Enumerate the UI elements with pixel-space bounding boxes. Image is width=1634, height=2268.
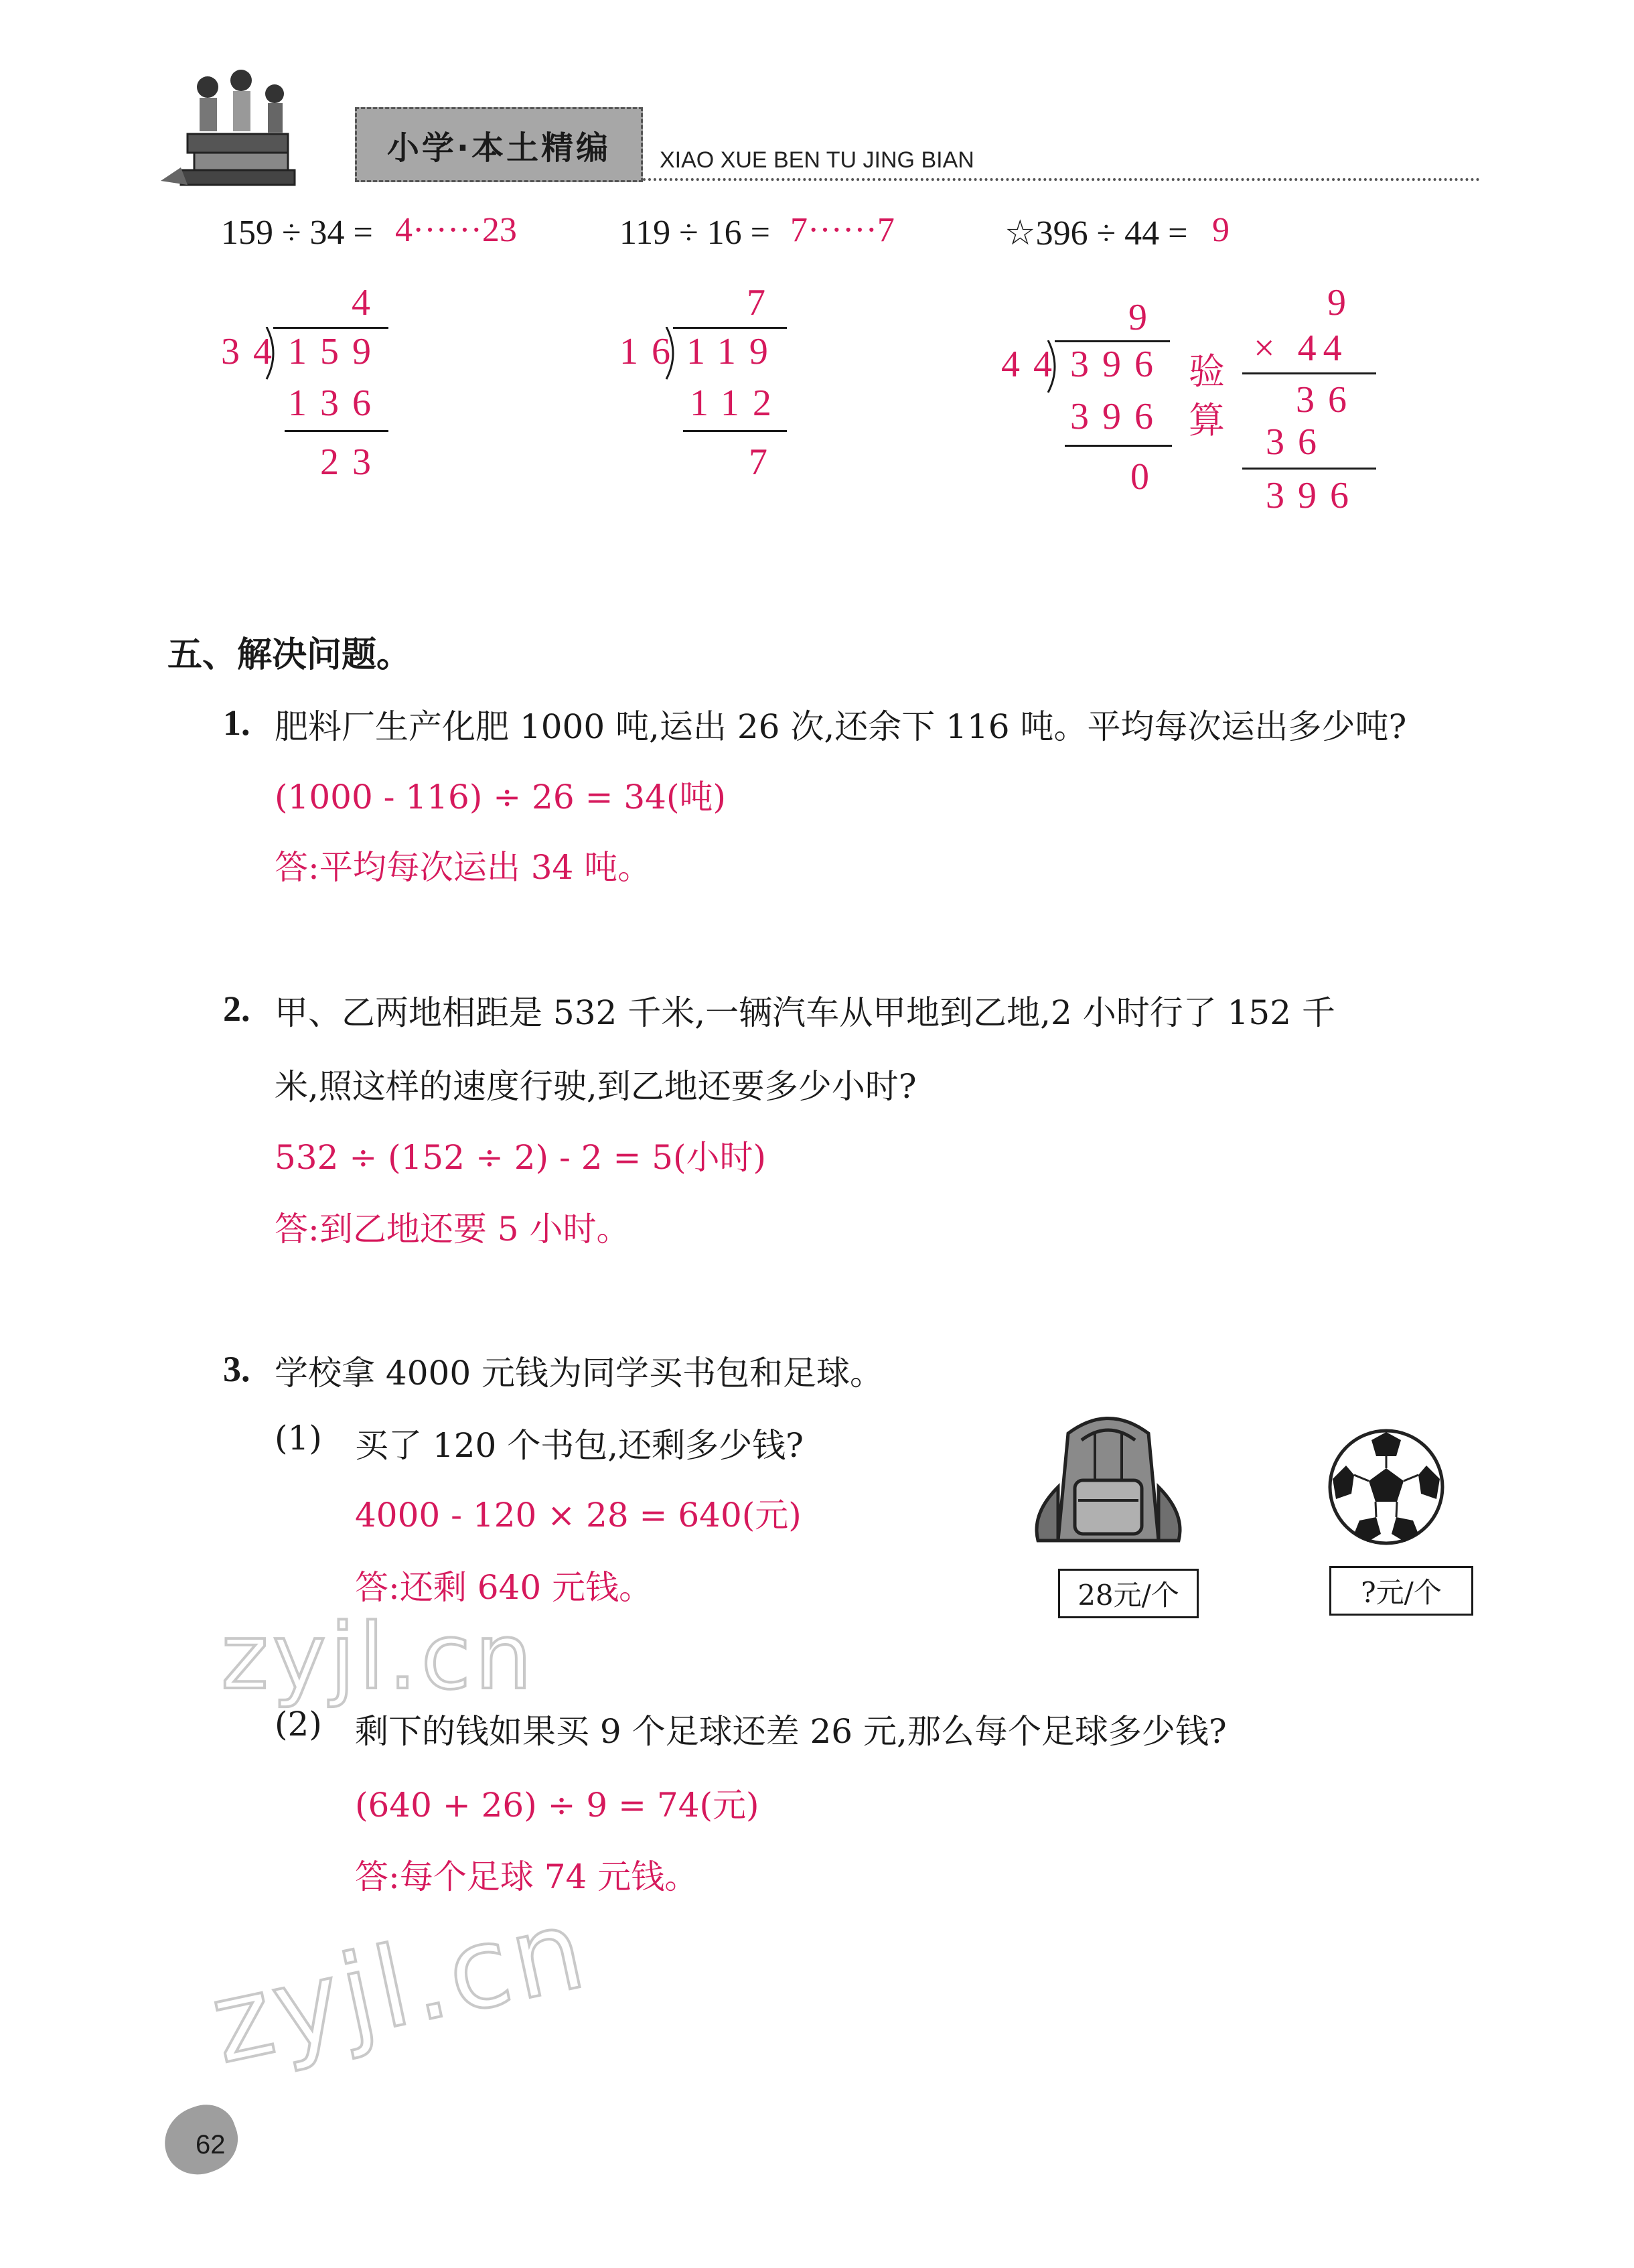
problem-3-part-2-solution: (640 + 26) ÷ 9 = 74(元) bbox=[355, 1786, 759, 1825]
check-line-1 bbox=[1242, 372, 1376, 374]
long-division-dividend-2: 119 bbox=[686, 331, 782, 372]
problem-1-solution: (1000 - 116) ÷ 26 = 34(吨) bbox=[275, 778, 726, 817]
header-subtitle: XIAO XUE BEN TU JING BIAN bbox=[660, 147, 974, 173]
long-division-line-1 bbox=[285, 430, 388, 432]
problem-3-part-2-answer: 答:每个足球 74 元钱。 bbox=[355, 1857, 698, 1896]
division-answer-2: 7······7 bbox=[790, 211, 895, 249]
problem-3-part-1-solution: 4000 - 120 × 28 = 640(元) bbox=[355, 1496, 802, 1535]
check-partial-2: 36 bbox=[1266, 421, 1330, 463]
long-division-product-1: 136 bbox=[288, 382, 384, 424]
check-top: 9 bbox=[1327, 282, 1359, 324]
long-division-quotient-1: 4 bbox=[352, 282, 384, 324]
problem-3-question: 学校拿 4000 元钱为同学买书包和足球。 bbox=[275, 1354, 884, 1393]
watermark-2: zyjl.cn bbox=[201, 1884, 599, 2088]
problem-2-answer: 答:到乙地还要 5 小时。 bbox=[275, 1210, 630, 1249]
football-image bbox=[1326, 1427, 1446, 1547]
long-division-divisor-1: 34 bbox=[221, 331, 285, 372]
header-title: 小学·本土精编 bbox=[355, 107, 643, 182]
problem-3-part-2-question: 剩下的钱如果买 9 个足球还差 26 元,那么每个足球多少钱? bbox=[355, 1712, 1227, 1751]
football-price-label: ?元/个 bbox=[1329, 1566, 1473, 1616]
long-division-remainder-3: 0 bbox=[1130, 456, 1163, 498]
long-division-quotient-3: 9 bbox=[1128, 297, 1161, 338]
long-division-remainder-1: 23 bbox=[320, 441, 384, 483]
problem-2-solution: 532 ÷ (152 ÷ 2) - 2 = 5(小时) bbox=[275, 1138, 767, 1177]
problem-3-number: 3. bbox=[223, 1349, 250, 1389]
section-title: 五、解决问题。 bbox=[167, 635, 412, 675]
problem-1-question: 肥料厂生产化肥 1000 吨,运出 26 次,还余下 116 吨。平均每次运出多少吨? bbox=[275, 707, 1407, 746]
page-number: 62 bbox=[196, 2130, 226, 2159]
division-answer-1: 4······23 bbox=[395, 211, 517, 249]
division-expression-1: 159 ÷ 34 = bbox=[221, 214, 373, 252]
check-partial-1: 36 bbox=[1296, 379, 1360, 421]
long-division-quotient-2: 7 bbox=[747, 282, 779, 324]
division-expression-3: ☆396 ÷ 44 = bbox=[1005, 214, 1188, 253]
problem-2-number: 2. bbox=[223, 989, 250, 1029]
problem-3-part-1-label: (1) bbox=[275, 1419, 322, 1458]
backpack-price-label: 28元/个 bbox=[1058, 1569, 1199, 1618]
problem-3-part-2-label: (2) bbox=[275, 1705, 322, 1744]
check-label-1: 验 bbox=[1189, 350, 1225, 393]
division-answer-3: 9 bbox=[1212, 211, 1230, 249]
long-division-product-3: 396 bbox=[1070, 396, 1167, 437]
check-line-2 bbox=[1242, 468, 1376, 470]
problem-1-number: 1. bbox=[223, 703, 250, 743]
long-division-remainder-2: 7 bbox=[749, 441, 781, 483]
division-expression-2: 119 ÷ 16 = bbox=[619, 214, 770, 252]
problem-3-part-1-question: 买了 120 个书包,还剩多少钱? bbox=[355, 1426, 804, 1465]
long-division-dividend-1: 159 bbox=[288, 331, 384, 372]
check-multiplier: × 44 bbox=[1254, 328, 1349, 369]
backpack-image bbox=[1021, 1407, 1195, 1554]
header-illustration bbox=[161, 60, 308, 188]
check-result: 396 bbox=[1266, 475, 1362, 516]
problem-2-question-line1: 甲、乙两地相距是 532 千米,一辆汽车从甲地到乙地,2 小时行了 152 千 bbox=[275, 993, 1335, 1032]
header-divider bbox=[643, 178, 1480, 181]
long-division-line-2 bbox=[683, 430, 787, 432]
problem-3-part-1-answer: 答:还剩 640 元钱。 bbox=[355, 1568, 653, 1607]
watermark-1: zyjl.cn bbox=[221, 1604, 536, 1709]
long-division-dividend-3: 396 bbox=[1070, 344, 1167, 385]
problem-2-question-line2: 米,照这样的速度行驶,到乙地还要多少小时? bbox=[275, 1067, 917, 1106]
long-division-divisor-2: 16 bbox=[619, 331, 684, 372]
long-division-divisor-3: 44 bbox=[1001, 344, 1065, 385]
long-division-line-3 bbox=[1065, 445, 1172, 447]
long-division-product-2: 112 bbox=[690, 382, 785, 424]
check-label-2: 算 bbox=[1189, 399, 1225, 441]
problem-1-answer: 答:平均每次运出 34 吨。 bbox=[275, 848, 652, 887]
